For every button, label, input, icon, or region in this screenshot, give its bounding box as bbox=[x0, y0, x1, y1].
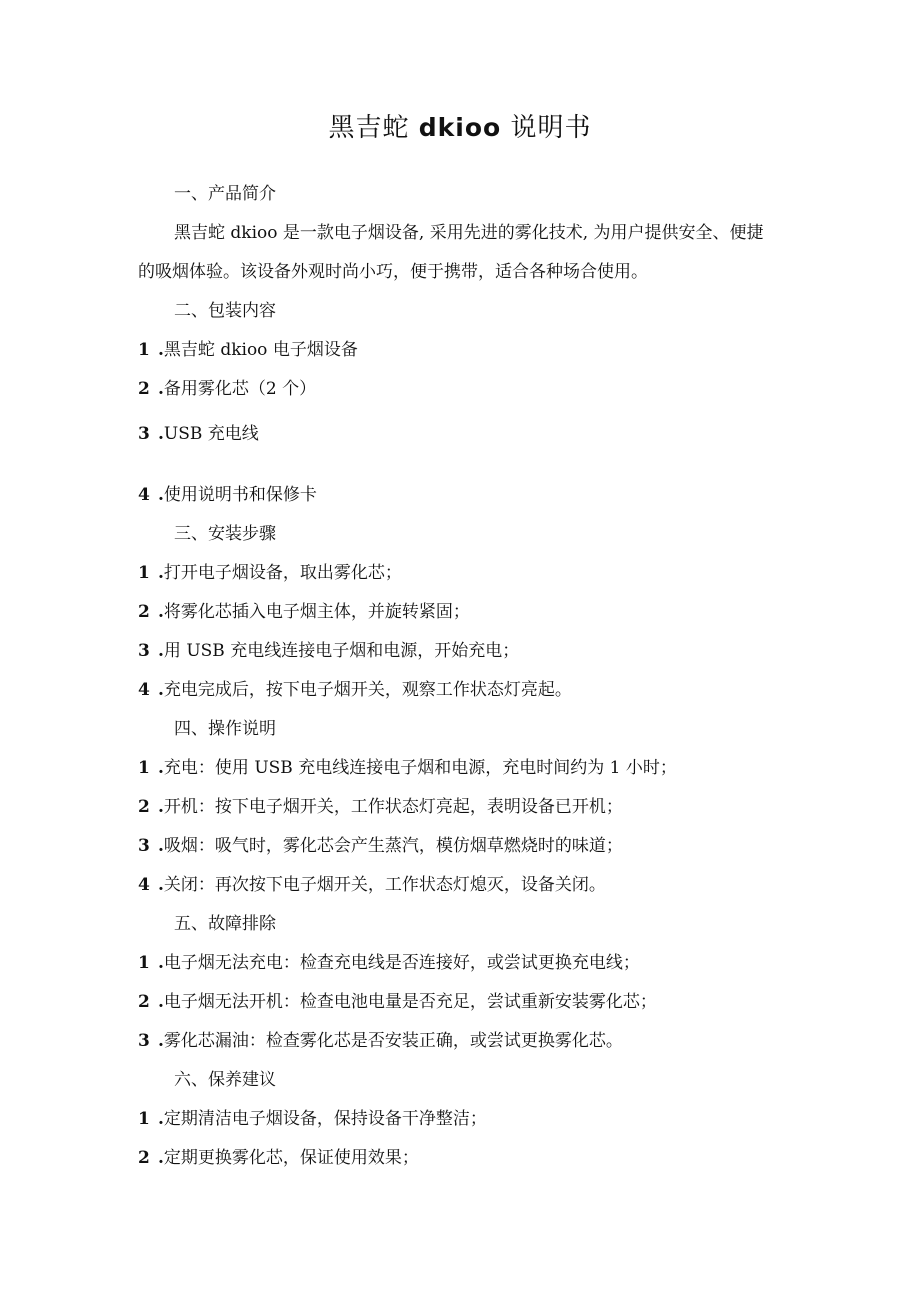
maintenance-item bbox=[138, 1108, 487, 1130]
maintenance-item bbox=[138, 1147, 419, 1169]
install-step bbox=[138, 679, 572, 701]
item-number: 3 bbox=[138, 836, 150, 856]
item-text: 将雾化芯插入电子烟主体，并旋转紧固； bbox=[163, 602, 470, 622]
package-item bbox=[138, 484, 317, 506]
item-number: 1 bbox=[138, 953, 150, 973]
item-number: 4 bbox=[138, 485, 150, 505]
item-number: 3 bbox=[138, 424, 150, 444]
item-text: 电子烟无法开机：检查电池电量是否充足，尝试重新安装雾化芯； bbox=[163, 992, 657, 1012]
package-item bbox=[138, 423, 259, 445]
item-dot: . bbox=[158, 485, 164, 505]
item-number: 3 bbox=[138, 641, 150, 661]
item-number: 2 bbox=[138, 992, 150, 1012]
title-suffix: 说明书 bbox=[510, 113, 592, 143]
item-text: 定期清洁电子烟设备，保持设备干净整洁； bbox=[163, 1109, 487, 1129]
item-number: 3 bbox=[138, 1031, 150, 1051]
item-dot: . bbox=[158, 424, 164, 444]
section-heading-install: 三、安装步骤 bbox=[174, 524, 276, 544]
operation-item bbox=[138, 757, 677, 779]
section-heading-maintenance: 六、保养建议 bbox=[174, 1070, 276, 1090]
item-number: 2 bbox=[138, 602, 150, 622]
item-text: 充电完成后，按下电子烟开关，观察工作状态灯亮起。 bbox=[163, 680, 572, 700]
operation-item bbox=[138, 874, 606, 896]
section-heading-operation: 四、操作说明 bbox=[174, 719, 276, 739]
item-number: 2 bbox=[138, 379, 150, 399]
item-dot: . bbox=[158, 602, 164, 622]
item-text: USB 充电线 bbox=[163, 424, 259, 444]
install-step bbox=[138, 640, 519, 662]
item-dot: . bbox=[158, 836, 164, 856]
item-text: 开机：按下电子烟开关，工作状态灯亮起，表明设备已开机； bbox=[163, 797, 623, 817]
item-dot: . bbox=[158, 1148, 164, 1168]
operation-item bbox=[138, 835, 623, 857]
troubleshooting-item bbox=[138, 952, 640, 974]
item-dot: . bbox=[158, 1109, 164, 1129]
troubleshooting-item bbox=[138, 1030, 623, 1052]
item-number: 1 bbox=[138, 1109, 150, 1129]
item-text: 雾化芯漏油：检查雾化芯是否安装正确，或尝试更换雾化芯。 bbox=[163, 1031, 623, 1051]
item-text: 吸烟：吸气时，雾化芯会产生蒸汽，模仿烟草燃烧时的味道； bbox=[163, 836, 623, 856]
install-step bbox=[138, 562, 402, 584]
item-text: 备用雾化芯（2 个） bbox=[163, 379, 317, 399]
item-number: 2 bbox=[138, 797, 150, 817]
item-number: 1 bbox=[138, 758, 150, 778]
item-number: 1 bbox=[138, 563, 150, 583]
item-text: 使用说明书和保修卡 bbox=[163, 485, 317, 505]
item-text: 关闭：再次按下电子烟开关，工作状态灯熄灭，设备关闭。 bbox=[163, 875, 606, 895]
item-number: 4 bbox=[138, 875, 150, 895]
item-dot: . bbox=[158, 875, 164, 895]
item-dot: . bbox=[158, 563, 164, 583]
section-heading-package: 二、包装内容 bbox=[174, 301, 276, 321]
item-dot: . bbox=[158, 758, 164, 778]
item-text: 打开电子烟设备，取出雾化芯； bbox=[163, 563, 402, 583]
item-dot: . bbox=[158, 641, 164, 661]
section-heading-intro: 一、产品简介 bbox=[174, 184, 276, 204]
item-dot: . bbox=[158, 379, 164, 399]
item-number: 4 bbox=[138, 680, 150, 700]
install-step bbox=[138, 601, 470, 623]
troubleshooting-item bbox=[138, 991, 657, 1013]
item-text: 电子烟无法充电：检查充电线是否连接好，或尝试更换充电线； bbox=[163, 953, 640, 973]
section-heading-troubleshooting: 五、故障排除 bbox=[174, 914, 276, 934]
title-prefix: 黑吉蛇 bbox=[328, 113, 410, 143]
item-dot: . bbox=[158, 953, 164, 973]
intro-paragraph-line-2: 的吸烟体验。该设备外观时尚小巧，便于携带，适合各种场合使用。 bbox=[138, 262, 648, 282]
item-dot: . bbox=[158, 797, 164, 817]
item-text: 用 USB 充电线连接电子烟和电源，开始充电； bbox=[163, 641, 520, 661]
item-text: 黑吉蛇 dkioo 电子烟设备 bbox=[163, 340, 358, 360]
item-number: 2 bbox=[138, 1148, 150, 1168]
package-item bbox=[138, 339, 358, 361]
item-number: 1 bbox=[138, 340, 150, 360]
operation-item bbox=[138, 796, 623, 818]
page-title bbox=[0, 110, 920, 146]
intro-paragraph-line-1: 黑吉蛇 dkioo 是一款电子烟设备, 采用先进的雾化技术, 为用户提供安全、便捷 bbox=[174, 223, 764, 243]
item-dot: . bbox=[158, 680, 164, 700]
item-text: 定期更换雾化芯，保证使用效果； bbox=[163, 1148, 419, 1168]
title-brand: dkioo bbox=[418, 113, 502, 142]
item-text: 充电：使用 USB 充电线连接电子烟和电源，充电时间约为 1 小时； bbox=[163, 758, 677, 778]
package-item bbox=[138, 378, 316, 400]
item-dot: . bbox=[158, 1031, 164, 1051]
item-dot: . bbox=[158, 992, 164, 1012]
item-dot: . bbox=[158, 340, 164, 360]
